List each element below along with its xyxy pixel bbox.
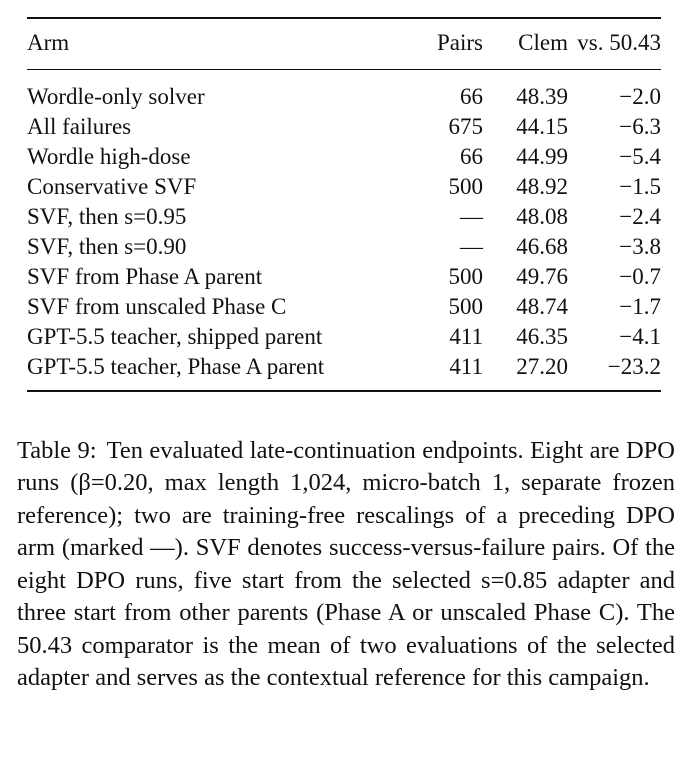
cell-pairs: 411 (449, 324, 483, 349)
cell-arm: Wordle high-dose (27, 144, 191, 169)
cell-vs-baseline: −2.0 (619, 84, 661, 109)
cell-pairs: 411 (449, 354, 483, 379)
cell-vs-baseline: −4.1 (619, 324, 661, 349)
cell-pairs: — (460, 204, 483, 229)
caption-label: Table 9: (17, 436, 97, 464)
cell-pairs: 675 (448, 114, 483, 139)
cell-arm: SVF from unscaled Phase C (27, 294, 287, 319)
cell-clem: 48.92 (516, 174, 568, 199)
cell-pairs: — (460, 234, 483, 259)
table-caption (17, 435, 675, 695)
cell-pairs: 500 (448, 294, 483, 319)
caption-text: Ten evaluated late-continuation endpoints. Eight are DPO runs (β=0.20, max length 1,024, micro-batch 1, separate frozen reference); two are training-free rescalings of a preceding DPO arm (marked —). SVF denotes success-versus-failure pairs. Of the eight DPO runs, five start from the selected s=0.85 adapter and three start from other parents (Phase A or unscaled Phase C). The 50.43 comparator is the mean of two evaluations of the selected adapter and serves as the contextual reference for this campaign. (17, 436, 675, 691)
cell-clem: 46.35 (516, 324, 568, 349)
table-header-row (27, 18, 661, 70)
cell-vs-baseline: −1.7 (619, 294, 661, 319)
header-arm: Arm (27, 30, 70, 55)
cell-arm: Wordle-only solver (27, 84, 205, 109)
cell-vs-baseline: −5.4 (619, 144, 661, 169)
cell-arm: SVF from Phase A parent (27, 264, 263, 289)
table-row (27, 292, 661, 322)
cell-pairs: 500 (448, 174, 483, 199)
table-row (27, 172, 661, 202)
cell-arm: Conservative SVF (27, 174, 197, 199)
results-table (27, 17, 661, 392)
cell-clem: 44.99 (516, 144, 568, 169)
cell-vs-baseline: −2.4 (619, 204, 661, 229)
cell-vs-baseline: −23.2 (607, 354, 661, 379)
cell-clem: 48.08 (516, 204, 568, 229)
cell-arm: GPT-5.5 teacher, shipped parent (27, 324, 323, 349)
cell-clem: 44.15 (516, 114, 568, 139)
cell-clem: 48.74 (516, 294, 568, 319)
cell-clem: 48.39 (516, 84, 568, 109)
cell-vs-baseline: −1.5 (619, 174, 661, 199)
table-row (27, 322, 661, 352)
cell-clem: 49.76 (516, 264, 568, 289)
table-row (27, 112, 661, 142)
table-row (27, 202, 661, 232)
cell-vs-baseline: −0.7 (619, 264, 661, 289)
cell-clem: 46.68 (516, 234, 568, 259)
cell-arm: GPT-5.5 teacher, Phase A parent (27, 354, 325, 379)
cell-clem: 27.20 (516, 354, 568, 379)
table-row (27, 232, 661, 262)
cell-arm: All failures (27, 114, 132, 139)
cell-pairs: 500 (448, 264, 483, 289)
header-pairs: Pairs (437, 30, 483, 55)
table-row (27, 142, 661, 172)
table-row (27, 262, 661, 292)
cell-vs-baseline: −3.8 (619, 234, 661, 259)
cell-pairs: 66 (460, 144, 483, 169)
cell-arm: SVF, then s=0.90 (27, 234, 187, 259)
cell-arm: SVF, then s=0.95 (27, 204, 187, 229)
cell-pairs: 66 (460, 84, 483, 109)
cell-vs-baseline: −6.3 (619, 114, 661, 139)
table-row (27, 352, 661, 391)
header-vs-baseline: vs. 50.43 (577, 30, 661, 55)
header-clem: Clem (518, 30, 568, 55)
table-body (27, 70, 661, 392)
table-row (27, 70, 661, 113)
